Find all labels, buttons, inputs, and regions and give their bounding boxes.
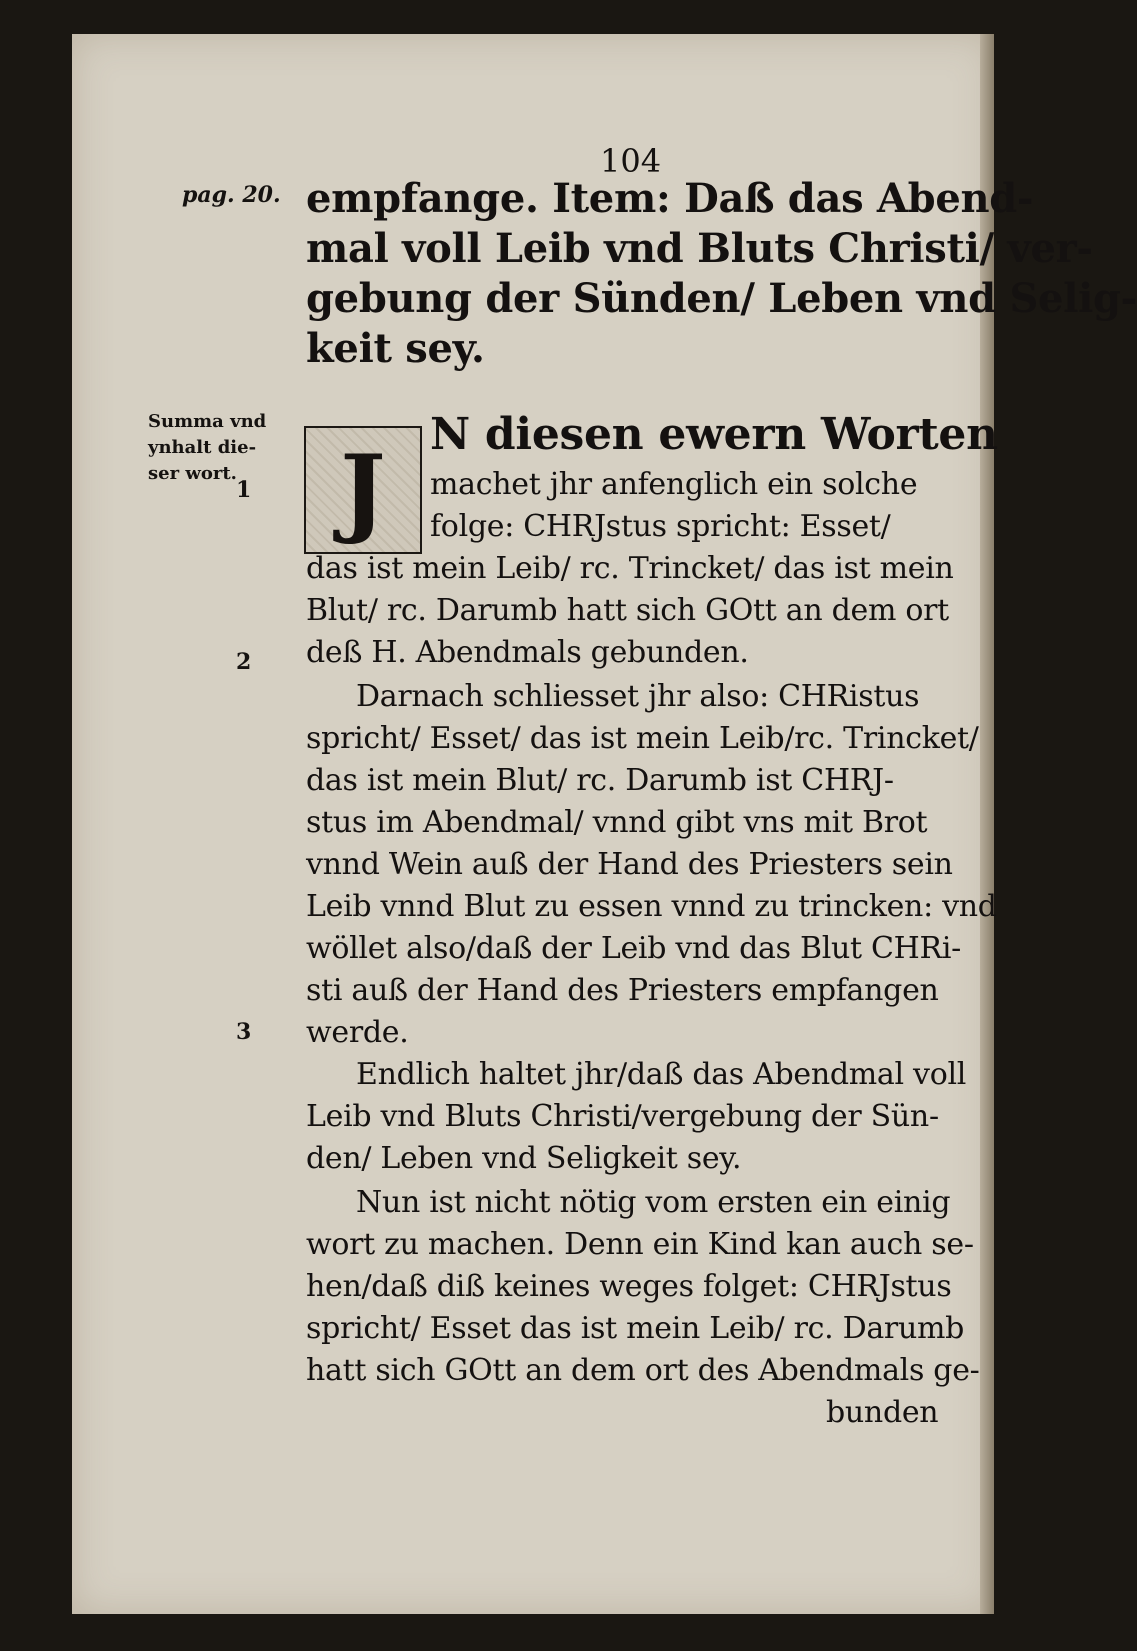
text-line: Leib vnnd Blut zu essen vnnd zu trincken: vnd [306,889,997,924]
text-line: Nun ist nicht nötig vom ersten ein einig [356,1185,951,1220]
catchword: bunden [826,1395,939,1430]
margin-summary-line: ser wort. [148,463,237,484]
text-line: gebung der Sünden/ Leben vnd Selig- [306,275,1137,322]
text-line: Blut/ rc. Darumb hatt sich GOtt an dem ort [306,593,949,628]
page-number: 104 [600,142,662,180]
text-line: N diesen ewern Worten [430,409,998,460]
margin-summary [148,409,298,487]
text-line: machet jhr anfenglich ein solche [430,467,918,502]
margin-number-1: 1 [236,477,252,503]
text-line: spricht/ Esset das ist mein Leib/ rc. Darumb [306,1311,965,1346]
margin-number-2: 2 [236,649,252,675]
text-line: das ist mein Leib/ rc. Trincket/ das ist mein [306,551,954,586]
book-page [72,34,1137,1614]
text-line: mal voll Leib vnd Bluts Christi/ ver- [306,225,1093,272]
text-line: deß H. Abendmals gebunden. [306,635,749,670]
text-line: empfange. Item: Daß das Abend- [306,175,1034,222]
text-line: Leib vnd Bluts Christi/vergebung der Sün- [306,1099,939,1134]
text-line: wöllet also/daß der Leib vnd das Blut CHRi- [306,931,961,966]
text-line: werde. [306,1015,409,1050]
margin-summary-line: ynhalt die- [148,437,257,458]
text-line: Endlich haltet jhr/daß das Abendmal voll [356,1057,967,1092]
text-line: keit sey. [306,325,485,372]
text-line: vnnd Wein auß der Hand des Priesters sein [306,847,953,882]
text-line: hen/daß diß keines weges folget: CHRJstus [306,1269,952,1304]
text-line: spricht/ Esset/ das ist mein Leib/rc. Trincket/ [306,721,979,756]
text-line: den/ Leben vnd Seligkeit sey. [306,1141,742,1176]
text-line: folge: CHRJstus spricht: Esset/ [430,509,891,544]
margin-number-3: 3 [236,1019,252,1045]
text-line: hatt sich GOtt an dem ort des Abendmals ge- [306,1353,980,1388]
margin-reference: pag. 20. [182,182,281,208]
margin-summary-line: Summa vnd [148,411,267,432]
decorated-initial: J [304,426,422,554]
text-line: stus im Abendmal/ vnnd gibt vns mit Brot [306,805,928,840]
text-line: sti auß der Hand des Priesters empfangen [306,973,939,1008]
text-line: wort zu machen. Denn ein Kind kan auch se- [306,1227,974,1262]
text-line: Darnach schliesset jhr also: CHRistus [356,679,920,714]
text-line: das ist mein Blut/ rc. Darumb ist CHRJ- [306,763,894,798]
